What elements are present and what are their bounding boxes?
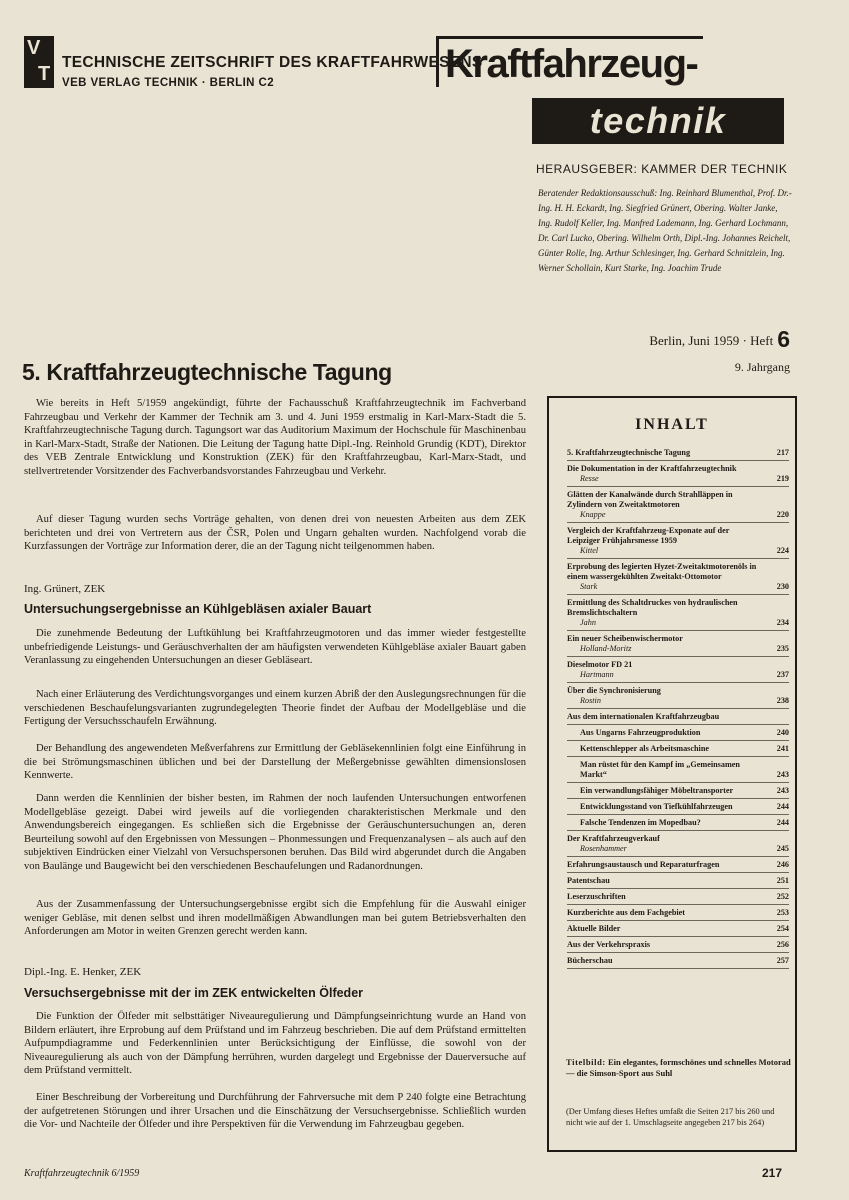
toc-entry-page: 224 (776, 546, 789, 555)
brand-logo (436, 36, 786, 148)
section-1-paragraph-4: Dann werden die Kennlinien der bisher besten, im Rahmen der noch laufenden Untersuchungen entworfenen Modellgebläse gezeigt. Dabei wird jeweils auf die vorliegenden charakteristischen Merkmale und den Anwendungsbereich eingegangen. Es schließen sich die Ergebnisse der Geräuschuntersuchungen an, deren Beurteilung sowohl auf den Ergebnissen von Messungen – Phonmessungen und Frequenzanalysen – als auch auf den subjektiven Eindrücken einer Vielzahl von Versuchspersonen beruhen. Das Bild wird abgerundet durch die Angaben von Baulänge und Baugewicht bei den verschiedenen Beschaufelungen und Radanordnungen. (24, 793, 526, 872)
toc-entry (567, 760, 789, 783)
toc-entry-page: 240 (776, 728, 789, 737)
issue-date: Berlin, Juni 1959 · Heft (649, 333, 774, 348)
toc-entry (567, 448, 789, 461)
logo-letter-v: V (27, 37, 41, 59)
toc-entry-page: 244 (776, 802, 789, 811)
article-title: 5. Kraftfahrzeugtechnische Tagung (22, 359, 392, 385)
issue-line (620, 326, 790, 353)
section-2-paragraph-1: Die Funktion der Ölfeder mit selbsttätiger Niveauregulierung und Dämpfungseinrichtung wurde an Hand von Bildern erläutert, ihre Erprobung auf dem Prüfstand und im Fahrzeug beschrieben. Die auf dem Prüfstand ermittelten Aufpumpdiagramme und Federkennlinien unter Berücksichtigung der Einflüsse, die sowohl von der Niveauregulierung als auch von der Dämpfung herrühren, wurden dargelegt und Ergebnisse der Dauerversuche auf dem Prüfstand vermittelt. (24, 1011, 526, 1076)
toc-entry-title: 5. Kraftfahrzeugtechnische Tagung (567, 448, 691, 457)
toc-entry-title: Ein neuer Scheibenwischermotor (567, 634, 683, 643)
toc-entry (567, 744, 789, 757)
toc-entry-author: Holland-Moritz (580, 644, 632, 653)
toc-entry (567, 860, 789, 873)
toc-entry (567, 940, 789, 953)
toc-entry-title: Ein verwandlungsfähiger Möbeltransporter (580, 786, 734, 795)
toc-entry (567, 924, 789, 937)
toc-entry-page: 220 (776, 510, 789, 519)
toc-heading: INHALT (635, 416, 709, 433)
toc-entry-author: Stark (580, 582, 598, 591)
toc-entry (567, 786, 789, 799)
toc-entry-page: 237 (776, 670, 789, 679)
toc-entry (567, 876, 789, 889)
toc-entry (567, 818, 789, 831)
toc-entry-page: 219 (776, 474, 789, 483)
toc-entry-title: Leserzuschriften (567, 892, 626, 901)
toc-entry (567, 892, 789, 905)
section-1-paragraph-3: Der Behandlung des angewendeten Meßverfahrens zur Ermittlung der Gebläsekennlinien folgt eine Einführung in die bei Strömungsmaschinen üblichen und bei der Darstellung der Meßergebnisse gewählten dimensionslosen Kennwerte. (24, 743, 526, 781)
toc-entry (567, 598, 789, 631)
toc-entry-title: Dieselmotor FD 21 (567, 660, 633, 669)
toc-entry (567, 834, 789, 857)
toc-entry-title: Aus Ungarns Fahrzeugproduktion (580, 728, 701, 737)
vt-logo (24, 36, 54, 88)
section-1-paragraph-1: Die zunehmende Bedeutung der Luftkühlung bei Kraftfahrzeugmotoren und das immer wieder festgestellte unbefriedigende Leistungs- und Geräuschverhalten der am häufigsten verwendeten Kühlgebläse axialer Bauart gaben Veranlassung zu eingehenden Untersuchungen an dieser Gebläseart. (24, 628, 526, 666)
editorial-board: Beratender Redaktionsausschuß: Ing. Reinhard Blumenthal, Prof. Dr.-Ing. H. H. Eckardt, Ing. Siegfried Grünert, Obering. Walter Janke, Ing. Rudolf Keller, Ing. Manfred Lademann, Ing. Gerhard Lochmann, Dr. Carl Lucko, Obering. Wilhelm Orth, Dipl.-Ing. Johannes Reichelt, Günter Rolle, Ing. Arthur Schlesinger, Ing. Gerhard Schnitzlein, Ing. Werner Schollain, Kurt Starke, Ing. Joachim Trude (538, 188, 792, 273)
brand-bottom: technik (532, 98, 784, 144)
logo-letter-t: T (38, 63, 51, 85)
toc-entry-page: 243 (776, 770, 789, 779)
toc-entry-page: 243 (776, 786, 789, 795)
toc-entry (567, 526, 789, 559)
toc-entry (567, 712, 789, 725)
toc-entry-title: Man rüstet für den Kampf im „Gemeinsamen Markt“ (580, 760, 740, 779)
toc-entry (567, 660, 789, 683)
toc-entry-title: Falsche Tendenzen im Mopedbau? (580, 818, 701, 827)
toc-entry (567, 686, 789, 709)
toc-entry-title: Erprobung des legierten Hyzet-Zweitaktmotorenöls in einem wassergekühlten Zweitakt-Ottomotor (567, 562, 757, 581)
toc-list (567, 448, 789, 972)
footer-journal: Kraftfahrzeugtechnik 6/1959 (24, 1168, 140, 1179)
toc-entry-page: 217 (776, 448, 789, 457)
toc-entry-title: Kettenschlepper als Arbeitsmaschine (580, 744, 710, 753)
toc-entry-page: 254 (776, 924, 789, 933)
toc-entry (567, 956, 789, 969)
toc-entry-page: 234 (776, 618, 789, 627)
toc-entry-page: 251 (776, 876, 789, 885)
toc-entry-author: Resse (580, 474, 599, 483)
toc-entry (567, 464, 789, 487)
toc-entry-page: 253 (776, 908, 789, 917)
intro-paragraph-2: Auf dieser Tagung wurden sechs Vorträge gehalten, von denen drei von neuesten Arbeiten aus dem ZEK berichteten und drei von Vertretern aus der ČSR, Polen und Ungarn gehalten wurden. Nachfolgend vorab die Kurzfassungen der Vorträge zur Information derer, die an der Tagung nicht teilgenommen haben. (24, 514, 526, 552)
table-of-contents (547, 396, 797, 1152)
toc-entry-author: Kittel (580, 546, 599, 555)
toc-entry-title: Entwicklungsstand von Tiefkühlfahrzeugen (580, 802, 733, 811)
toc-entry-title: Glätten der Kanalwände durch Strahlläppen in Zylindern von Zweitaktmotoren (567, 490, 733, 509)
intro-paragraph-1: Wie bereits in Heft 5/1959 angekündigt, führte der Fachausschuß Kraftfahrzeugtechnik im Fachverband Fahrzeugbau und Verkehr der Kammer der Technik am 3. und 4. Juni 1959 erstmalig in Karl-Marx-Stadt die 5. Kraftfahrzeugtechnische Tagung durch. Tagungsort war das Auditorium Maximum der Hochschule für Maschinenbau in Karl-Marx-Stadt, Straße der Nationen. Die Leitung der Tagung hatte Dipl.-Ing. Reinhold Grundig (KDT), Direktor des VEB Zentrale Entwicklung und Konstruktion (ZEK) für den Kraftfahrzeugbau, Karl-Marx-Stadt, und stellvertretender Vorsitzender des Fachverbandsvorstandes Fahrzeugbau und Verkehr. (24, 398, 526, 477)
toc-entry-page: 252 (776, 892, 789, 901)
toc-entry-title: Kurzberichte aus dem Fachgebiet (567, 908, 686, 917)
toc-entry-page: 244 (776, 818, 789, 827)
toc-entry (567, 562, 789, 595)
toc-entry-page: 246 (776, 860, 789, 869)
toc-entry-title: Die Dokumentation in der Kraftfahrzeugtechnik (567, 464, 737, 473)
issue-number: 6 (777, 326, 790, 352)
toc-entry-page: 235 (776, 644, 789, 653)
toc-entry-page: 238 (776, 696, 789, 705)
toc-entry-author: Rostin (580, 696, 601, 705)
section-1-author: Ing. Grünert, ZEK (24, 583, 106, 595)
toc-entry (567, 728, 789, 741)
toc-entry-title: Der Kraftfahrzeugverkauf (567, 834, 660, 843)
toc-entry (567, 634, 789, 657)
toc-entry-title: Über die Synchronisierung (567, 686, 661, 695)
toc-entry-title: Aus der Verkehrspraxis (567, 940, 651, 949)
toc-entry-author: Jahn (580, 618, 596, 627)
toc-entry-page: 257 (776, 956, 789, 965)
publisher-line: VEB VERLAG TECHNIK · BERLIN C2 (62, 77, 274, 89)
section-1-title: Untersuchungsergebnisse an Kühlgebläsen axialer Bauart (24, 602, 372, 616)
toc-entry-title: Aus dem internationalen Kraftfahrzeugbau (567, 712, 720, 721)
cover-caption-label: Titelbild: (566, 1057, 606, 1067)
toc-entry (567, 490, 789, 523)
brand-top: Kraftfahrzeug- (436, 36, 703, 87)
toc-entry (567, 908, 789, 921)
toc-entry-title: Ermittlung des Schaltdruckes von hydraulischen Bremslichtschaltern (567, 598, 738, 617)
section-1-paragraph-2: Nach einer Erläuterung des Verdichtungsvorganges und einem kurzen Abriß der den Auslegungsrechnungen für die verschiedenen Beschaufelungsvarianten zugrundegelegten Theorie findet der Aufbau der Modellgebläse und die Fertigung der Versuchsschaufeln Erwähnung. (24, 689, 526, 727)
toc-entry (567, 802, 789, 815)
toc-entry-author: Knappe (580, 510, 606, 519)
page-range-note: (Der Umfang dieses Heftes umfaßt die Seiten 217 bis 260 und nicht wie auf der 1. Umschlagseite angegeben 217 bis 264) (566, 1107, 775, 1127)
section-2-author: Dipl.-Ing. E. Henker, ZEK (24, 966, 142, 978)
page-number: 217 (762, 1166, 783, 1180)
toc-entry-page: 241 (776, 744, 789, 753)
editor-line: HERAUSGEBER: KAMMER DER TECHNIK (536, 162, 788, 176)
toc-entry-author: Rosenhammer (580, 844, 627, 853)
toc-entry-title: Erfahrungsaustausch und Reparaturfragen (567, 860, 720, 869)
cover-caption-text: Ein elegantes, formschönes und schnelles Motorad — die Simson-Sport aus Suhl (566, 1057, 791, 1078)
journal-line: TECHNISCHE ZEITSCHRIFT DES KRAFTFAHRWESENS (62, 54, 483, 71)
toc-entry-page: 256 (776, 940, 789, 949)
section-2-paragraph-2: Einer Beschreibung der Vorbereitung und Durchführung der Fahrversuche mit dem P 240 folgte eine Betrachtung der aufgetretenen Störungen und ihrer Ursachen und die Einschätzung der Versuchsergebnisse. Schließlich wurden die Vor- und Nachteile der Ölfeder und ihre Perspektiven für die Verwendung im Fahrzeugbau gegeben. (24, 1092, 526, 1130)
toc-entry-title: Vergleich der Kraftfahrzeug-Exponate auf der Leipziger Frühjahrsmesse 1959 (567, 526, 730, 545)
toc-entry-title: Bücherschau (567, 956, 613, 965)
toc-entry-author: Hartmann (580, 670, 614, 679)
volume: 9. Jahrgang (734, 360, 790, 374)
toc-entry-title: Aktuelle Bilder (567, 924, 621, 933)
section-1-paragraph-5: Aus der Zusammenfassung der Untersuchungsergebnisse ergibt sich die Empfehlung für die Auswahl einiger weniger Gebläse, mit denen selbst und ihren modellmäßigen Abwandlungen man bei gutem Betriebsverhalten den Anforderungen am Motor in weiten Grenzen gerecht werden kann. (24, 899, 526, 937)
toc-entry-page: 230 (776, 582, 789, 591)
toc-entry-title: Patentschau (567, 876, 610, 885)
toc-entry-page: 245 (776, 844, 789, 853)
cover-caption (566, 1057, 791, 1079)
section-2-title: Versuchsergebnisse mit der im ZEK entwickelten Ölfeder (24, 986, 364, 1000)
